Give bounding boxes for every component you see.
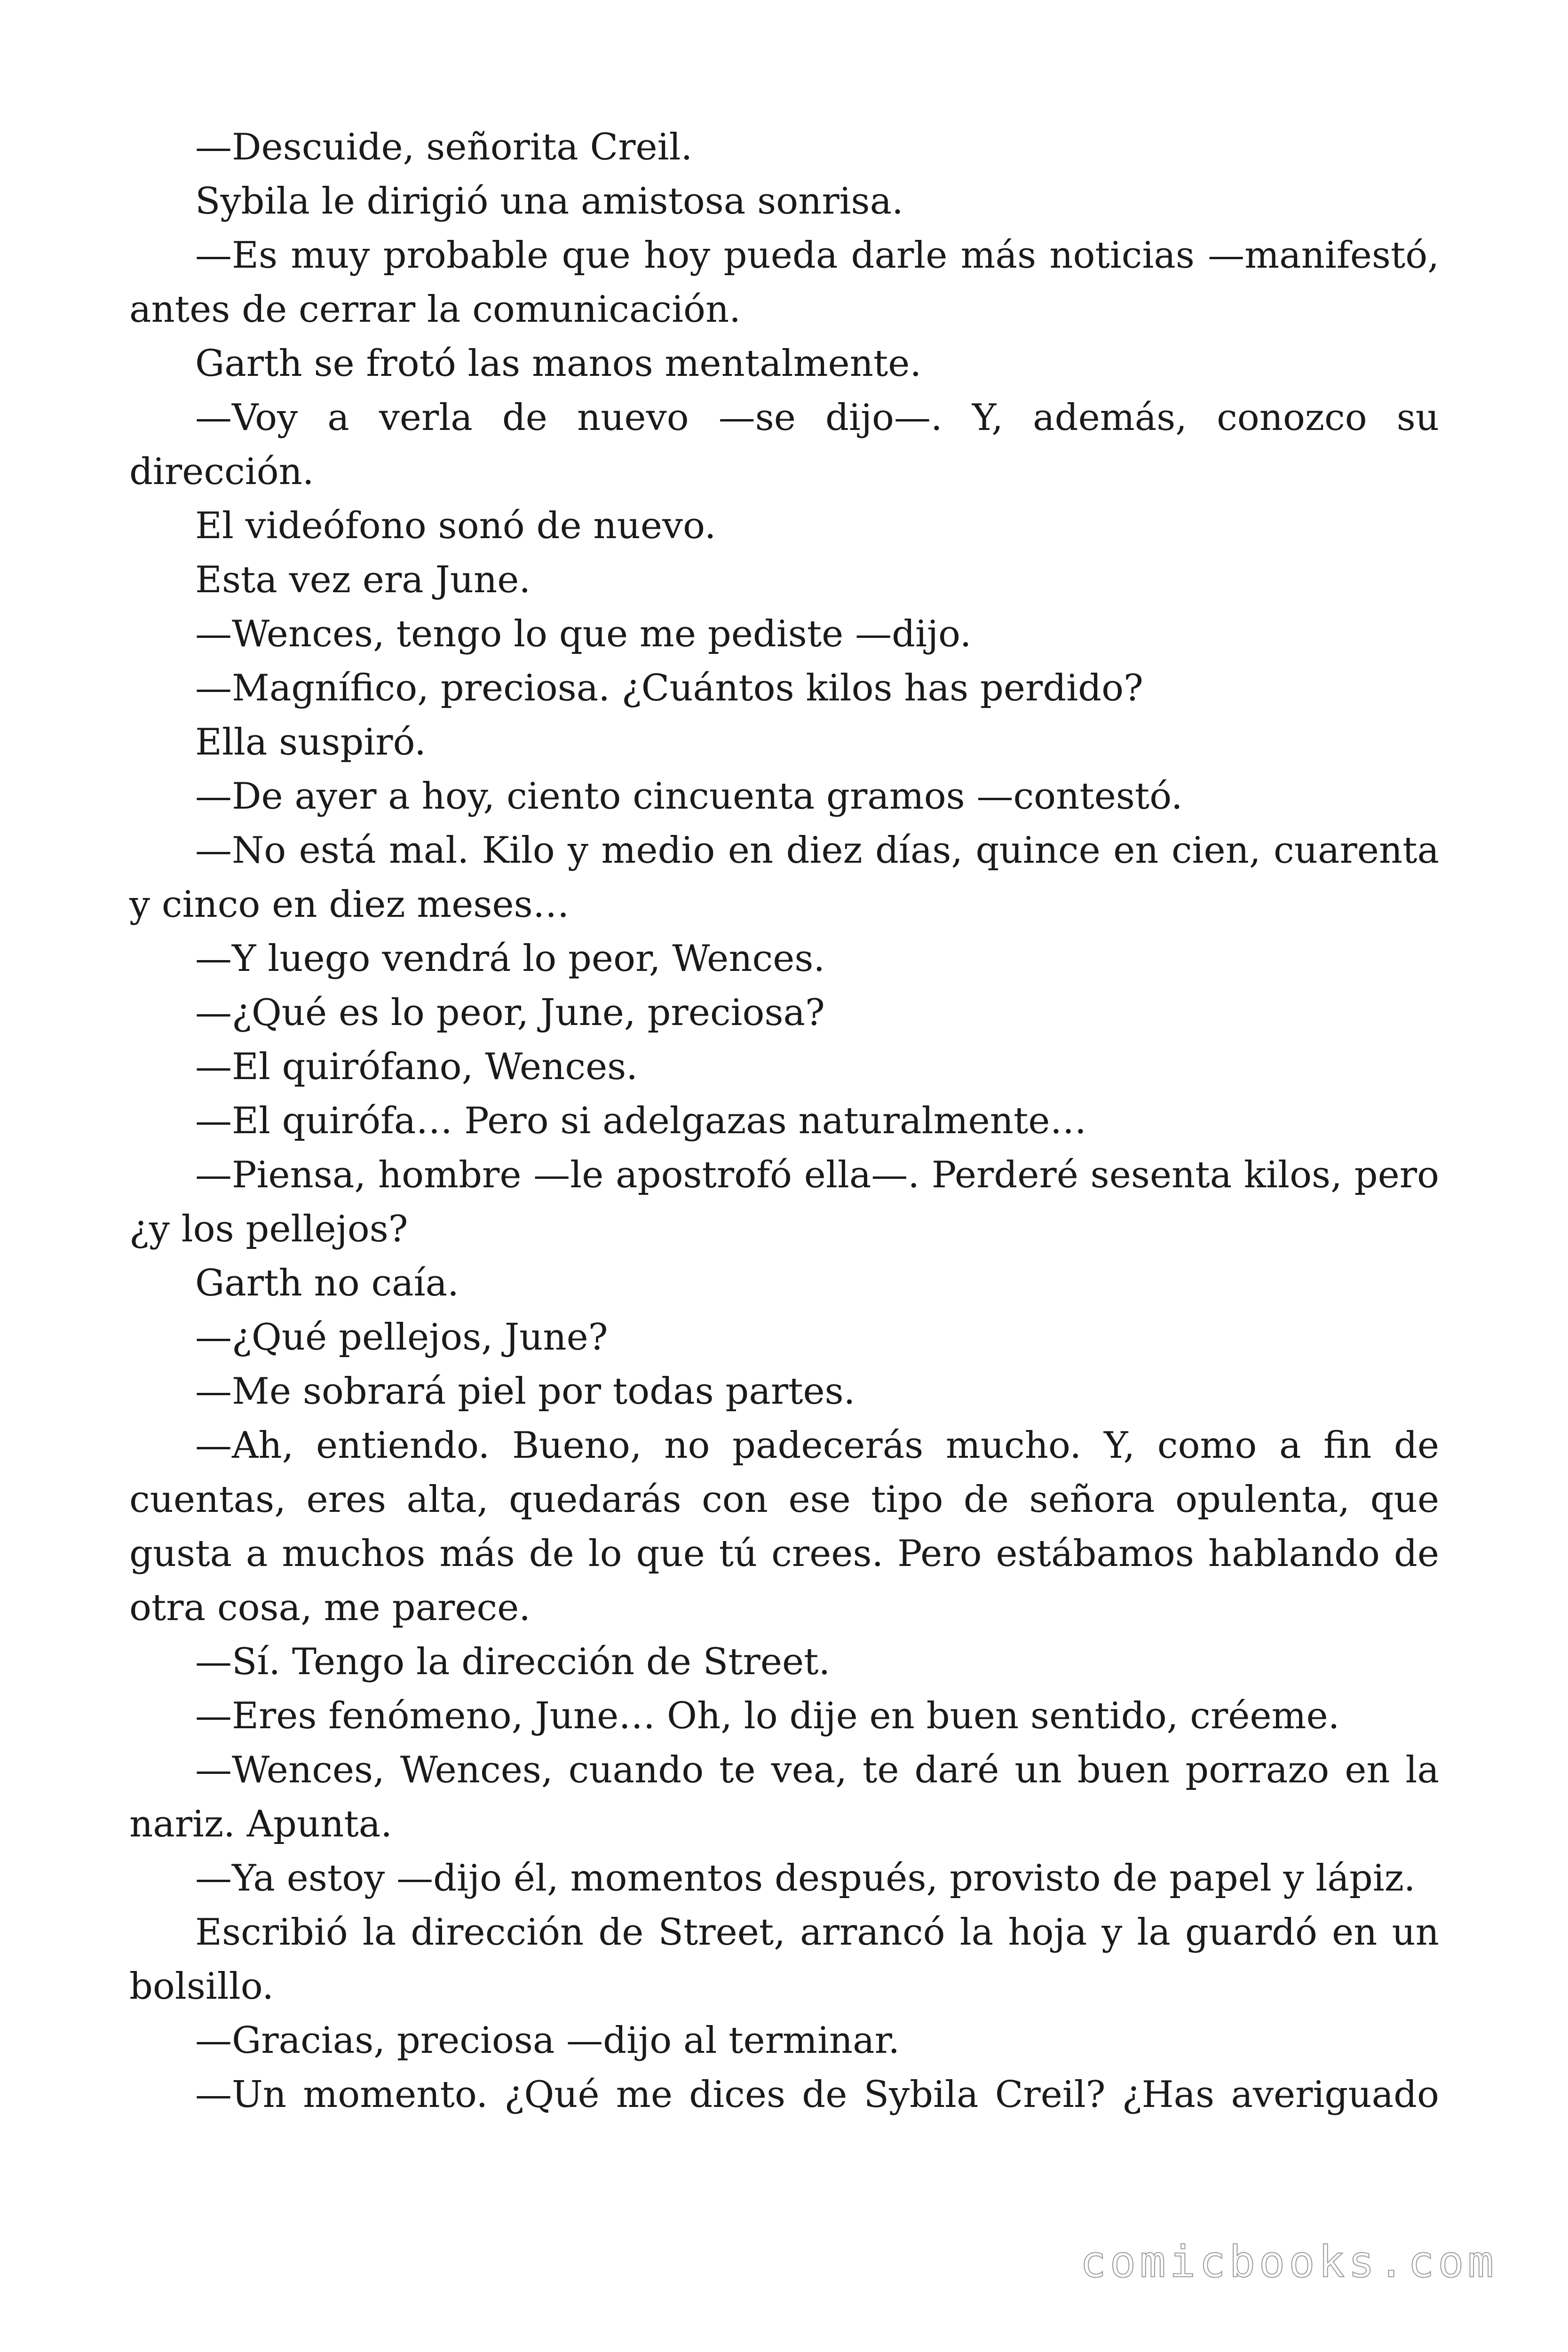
paragraph: —Un momento. ¿Qué me dices de Sybila Creil? ¿Has averiguado (195, 2074, 1439, 2116)
paragraph: —Ya estoy —dijo él, momentos después, provisto de papel y lápiz. (195, 1857, 1416, 1899)
paragraph: —Piensa, hombre —le apostrofó ella—. Perderé sesenta kilos, pero ¿y los pellejos? (129, 1154, 1439, 1250)
paragraph: —Es muy probable que hoy pueda darle más noticias —manifestó, antes de cerrar la comunicación. (129, 234, 1439, 331)
paragraph: —El quirófano, Wences. (195, 1046, 638, 1088)
paragraph: Ella suspiró. (195, 721, 426, 763)
paragraph: —Wences, tengo lo que me pediste —dijo. (195, 613, 972, 655)
paragraph: Esta vez era June. (195, 559, 531, 601)
paragraph: —El quirófa… Pero si adelgazas naturalmente… (195, 1100, 1087, 1142)
paragraph: —Voy a verla de nuevo —se dijo—. Y, además, conozco su dirección. (129, 397, 1439, 493)
paragraph: —Me sobrará piel por todas partes. (195, 1370, 855, 1413)
paragraph: Garth no caía. (195, 1262, 459, 1304)
paragraph: —Descuide, señorita Creil. (195, 126, 693, 168)
paragraph: —Y luego vendrá lo peor, Wences. (195, 938, 825, 980)
paragraph: El videófono sonó de nuevo. (195, 505, 716, 547)
paragraph: —Magnífico, preciosa. ¿Cuántos kilos has perdido? (195, 667, 1143, 709)
paragraph: —Sí. Tengo la dirección de Street. (195, 1641, 831, 1683)
paragraph: —Ah, entiendo. Bueno, no padecerás mucho. Y, como a fin de cuentas, eres alta, quedarás con ese tipo de señora opulenta, que gusta a muchos más de lo que tú crees. Pero estábamos hablando de otra cosa, me parece. (129, 1424, 1439, 1629)
paragraph: —Wences, Wences, cuando te vea, te daré un buen porrazo en la nariz. Apunta. (129, 1749, 1439, 1845)
paragraph: —No está mal. Kilo y medio en diez días, quince en cien, cuarenta y cinco en diez meses… (129, 829, 1439, 926)
paragraph: —¿Qué es lo peor, June, preciosa? (195, 992, 825, 1034)
paragraph: Sybila le dirigió una amistosa sonrisa. (195, 180, 903, 222)
paragraph: —¿Qué pellejos, June? (195, 1316, 608, 1359)
watermark: comicbooks.com (1080, 2237, 1497, 2287)
paragraph: —Eres fenómeno, June… Oh, lo dije en buen sentido, créeme. (195, 1695, 1340, 1737)
paragraph: Escribió la dirección de Street, arrancó la hoja y la guardó en un bolsillo. (129, 1911, 1439, 2008)
paragraph: —Gracias, preciosa —dijo al terminar. (195, 2019, 900, 2062)
paragraph: —De ayer a hoy, ciento cincuenta gramos —contestó. (195, 775, 1183, 818)
body-text (129, 120, 1439, 2122)
paragraph: Garth se frotó las manos mentalmente. (195, 342, 922, 385)
